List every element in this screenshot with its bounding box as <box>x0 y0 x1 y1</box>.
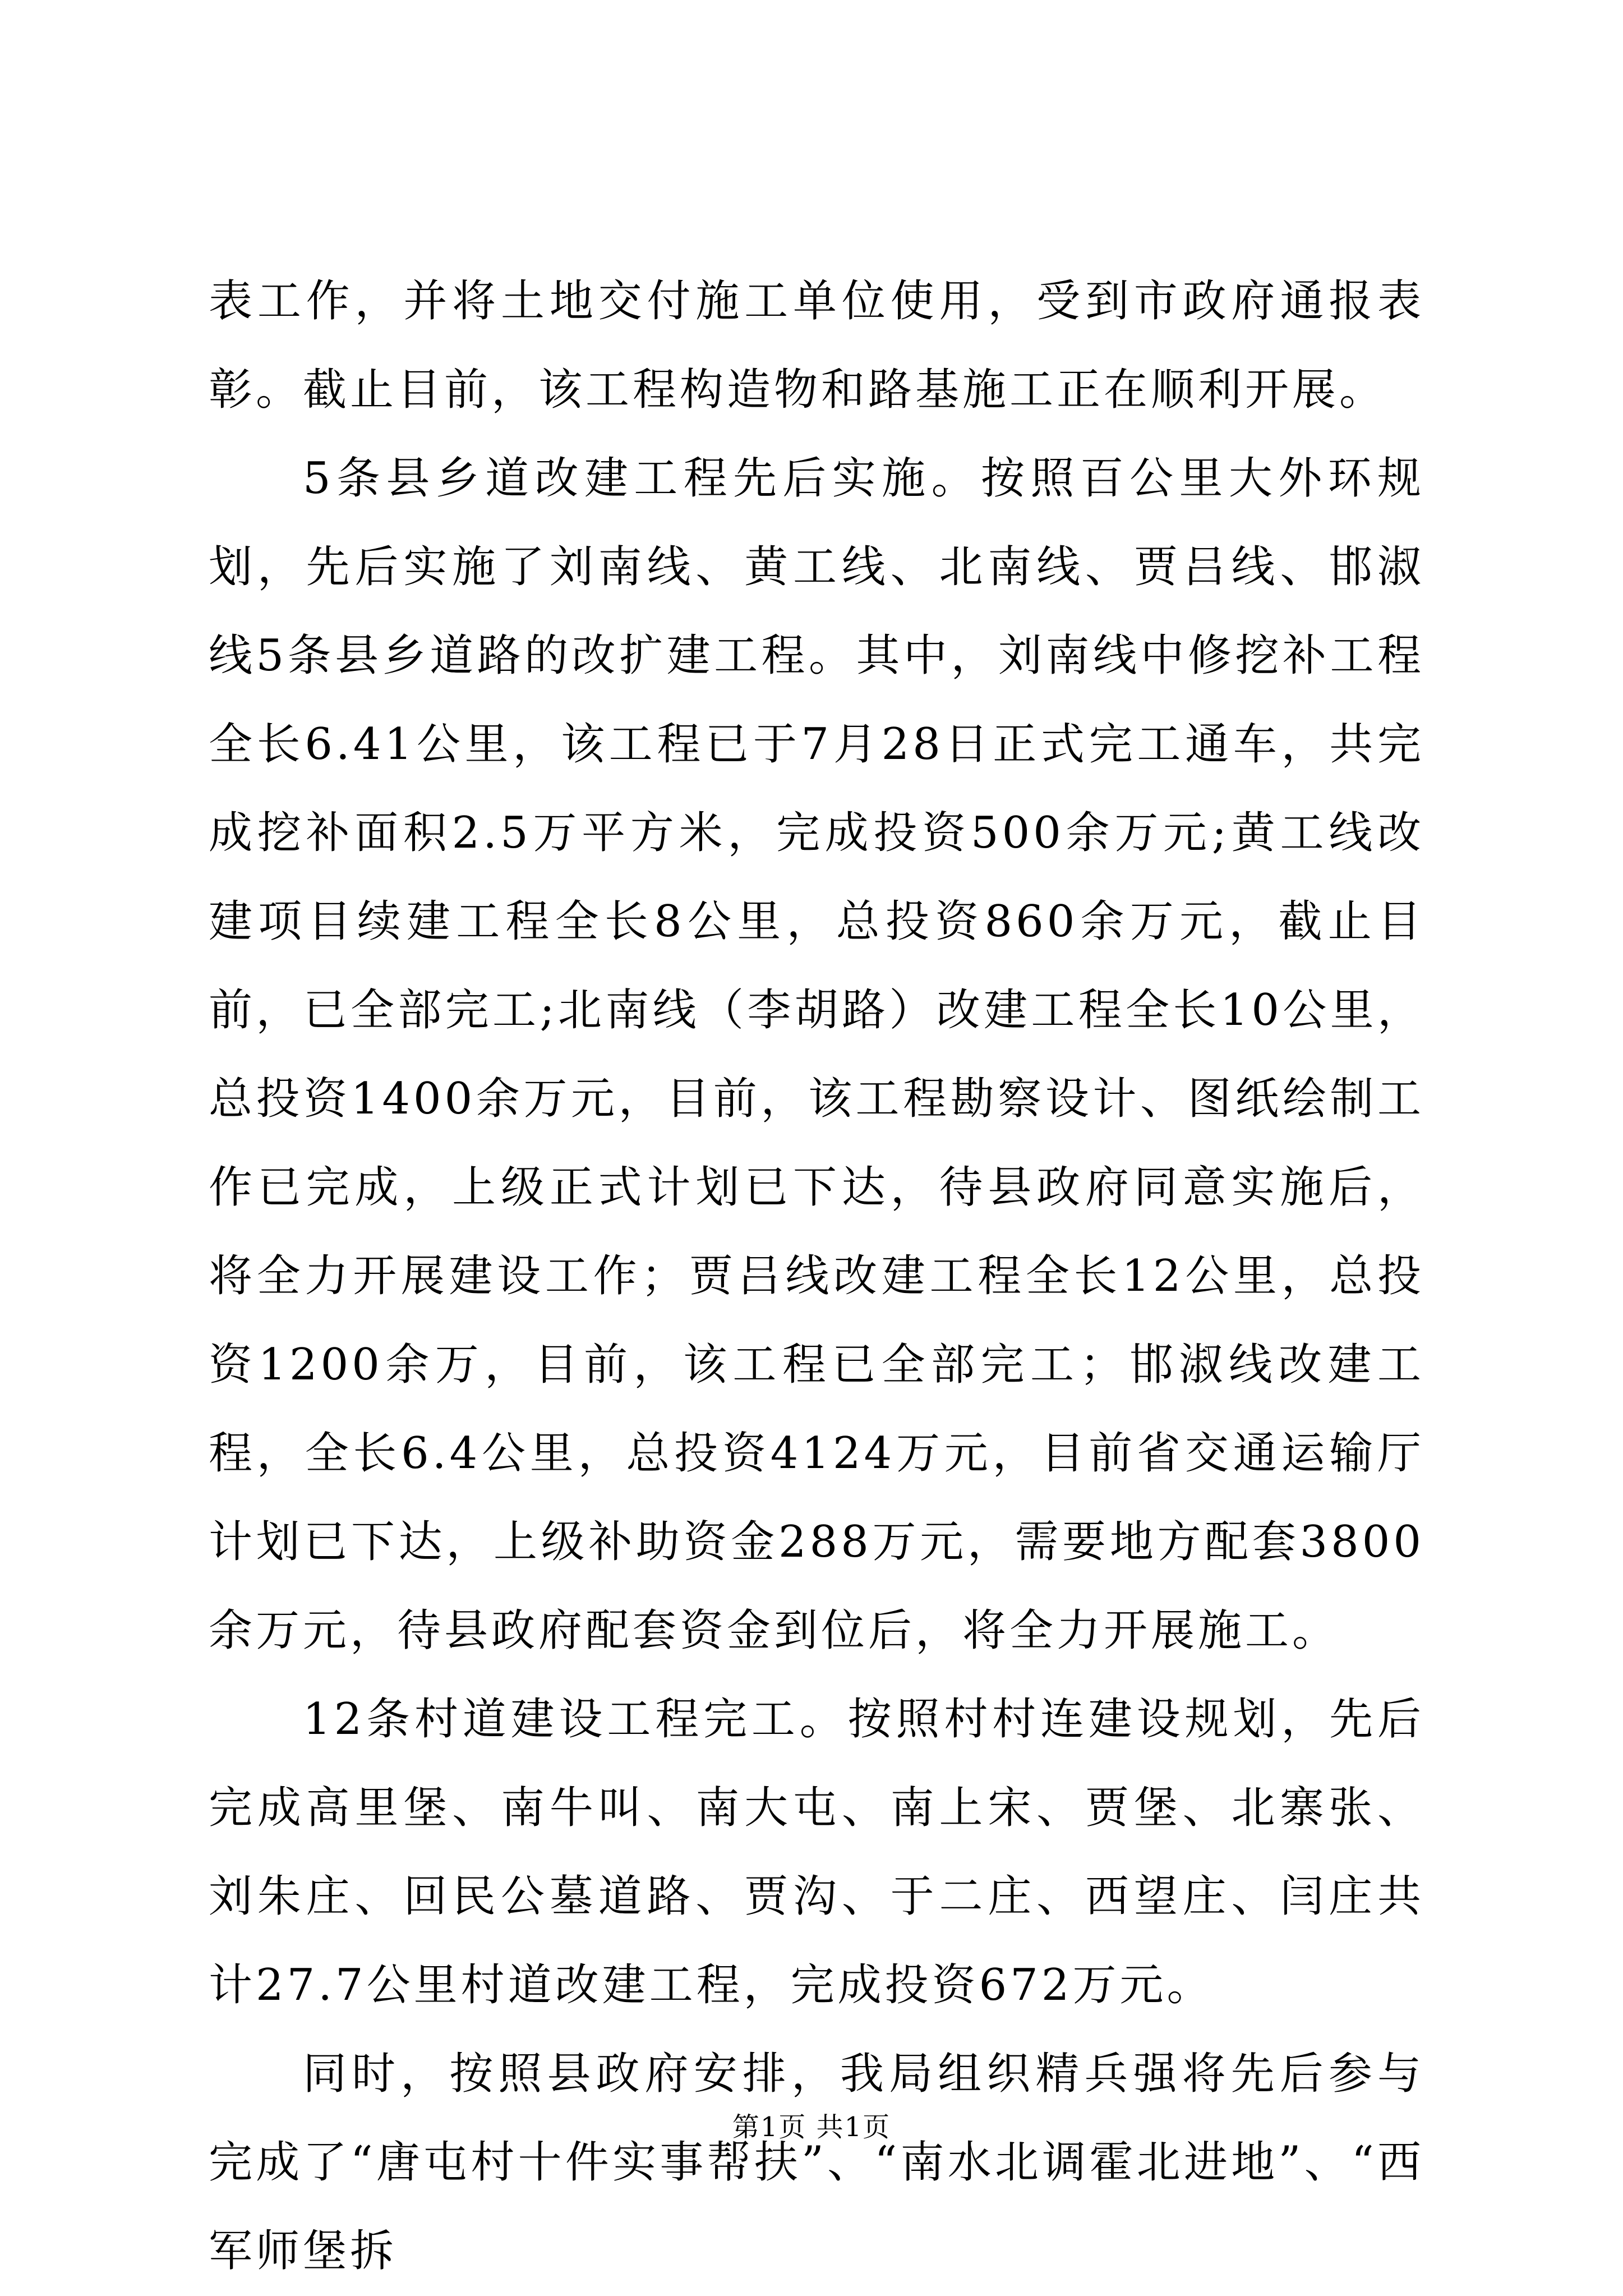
document-body <box>209 257 1424 2295</box>
paragraph-county-road-projects: 5条县乡道改建工程先后实施。按照百公里大外环规划，先后实施了刘南线、黄工线、北南线、贾吕线、邯淑线5条县乡道路的改扩建工程。其中，刘南线中修挖补工程全长6.41公里，该工程已于7月28日正式完工通车，共完成挖补面积2.5万平方米，完成投资500余万元;黄工线改建项目续建工程全长8公里，总投资860余万元，截止目前，已全部完工;北南线（李胡路）改建工程全长10公里，总投资1400余万元，目前，该工程勘察设计、图纸绘制工作已完成，上级正式计划已下达，待县政府同意实施后，将全力开展建设工作；贾吕线改建工程全长12公里，总投资1200余万，目前，该工程已全部完工；邯淑线改建工程，全长6.4公里，总投资4124万元，目前省交通运输厅计划已下达，上级补助资金288万元，需要地方配套3800余万元，待县政府配套资金到位后，将全力开展施工。 <box>209 453 1424 1656</box>
paragraph-other-tasks: 同时，按照县政府安排，我局组织精兵强将先后参与完成了“唐屯村十件实事帮扶”、“南水北调霍北进地”、“西军师堡拆 <box>209 2049 1424 2276</box>
page-number: 第1页 共1页 <box>732 2111 891 2143</box>
paragraph-continued: 表工作，并将土地交付施工单位使用，受到市政府通报表彰。截止目前，该工程构造物和路基施工正在顺利开展。 <box>209 276 1424 415</box>
paragraph-village-road-projects: 12条村道建设工程完工。按照村村连建设规划，先后完成高里堡、南牛叫、南大屯、南上宋、贾堡、北寨张、刘朱庄、回民公墓道路、贾沟、于二庄、西望庄、闫庄共计27.7公里村道改建工程，完成投资672万元。 <box>209 1694 1424 2010</box>
